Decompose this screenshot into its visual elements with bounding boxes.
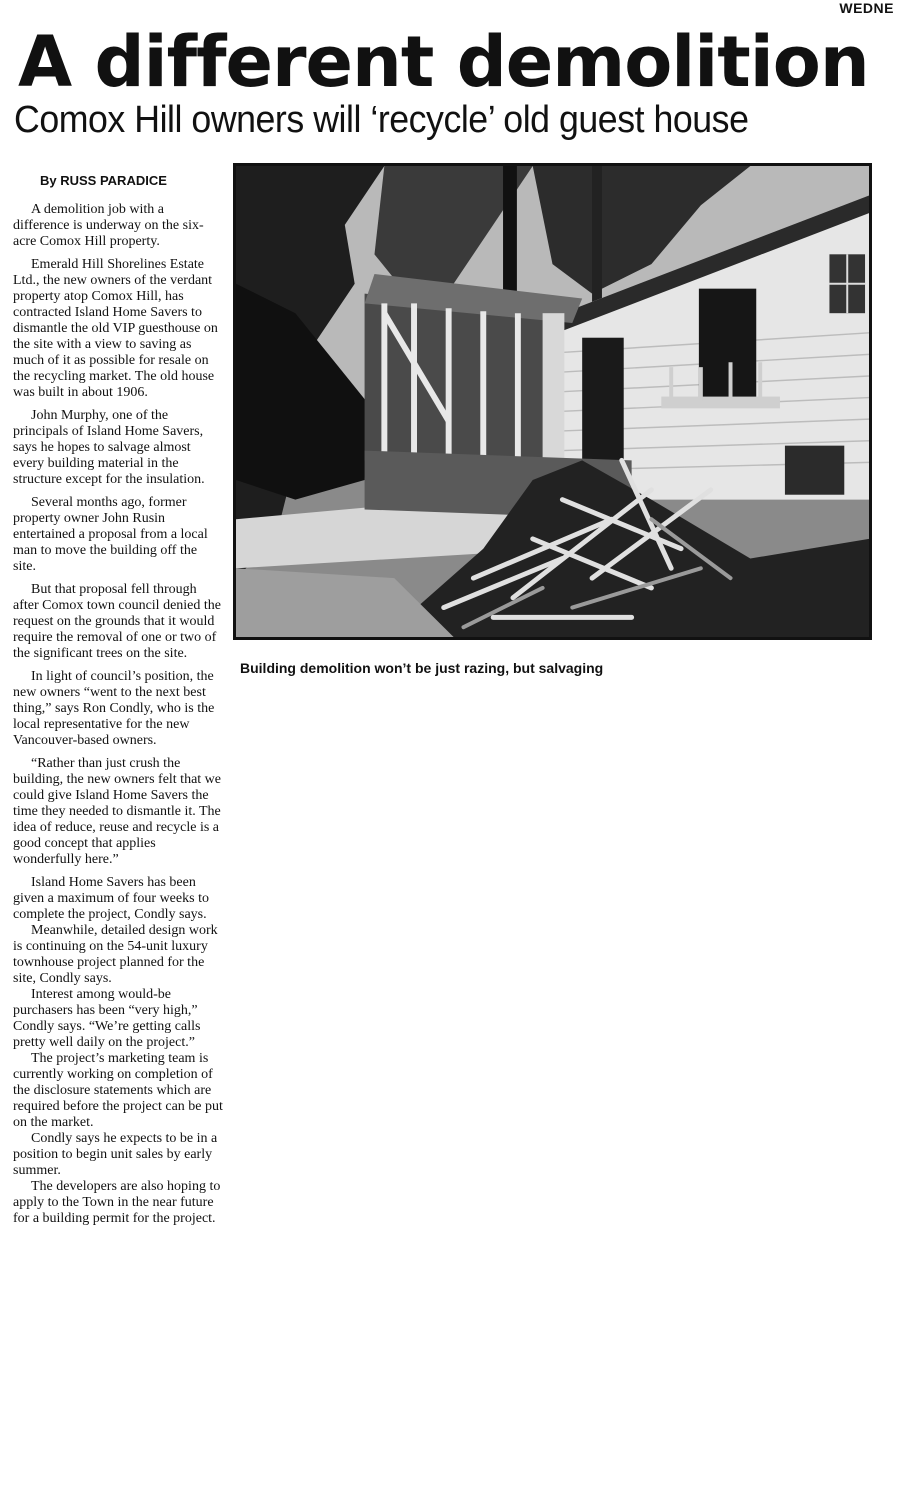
house-demolition-illustration [236, 166, 869, 637]
paragraph: John Murphy, one of the principals of Island Home Savers, says he hopes to salvage almost every building material in the structure except for the insulation. [13, 408, 205, 487]
demolition-photo [233, 163, 872, 640]
paragraph: A demolition job with a difference is underway on the six-acre Comox Hill property. [13, 202, 204, 249]
paragraph: Emerald Hill Shorelines Estate Ltd., the new owners of the verdant property atop Comox Hill, has contracted Island Home Savers to dismantle the old VIP guesthouse on the site with a view to saving as much of it as possible for resale on the recycling market. The old house was built in about 1906. [13, 257, 218, 400]
paragraph: Island Home Savers has been given a maximum of four weeks to complete the project, Condly says. [13, 875, 209, 922]
paragraph: In light of council’s position, the new owners “went to the next best thing,” says Ron Condly, who is the local representative for the new Vancouver-based owners. [13, 669, 215, 748]
headline: A different demolition [18, 21, 869, 103]
photo-caption: Building demolition won’t be just razing, but salvaging [240, 660, 604, 676]
paragraph: But that proposal fell through after Comox town council denied the request on the grounds that it would require the removal of one or two of the significant trees on the site. [13, 582, 221, 661]
subhead: Comox Hill owners will ‘recycle’ old guest house [14, 99, 749, 141]
paragraph: Interest among would-be purchasers has been “very high,” Condly says. “We’re getting calls pretty well daily on the project.” [13, 987, 201, 1050]
byline: By RUSS PARADICE [40, 173, 167, 188]
article-body [13, 202, 223, 1227]
paragraph: “Rather than just crush the building, the new owners felt that we could give Island Home Savers the time they needed to dismantle it. The idea of reduce, reuse and recycle is a good concept that applies wonderfully here.” [13, 756, 222, 867]
paragraph: The developers are also hoping to apply to the Town in the near future for a building permit for the project. [13, 1179, 221, 1226]
page-corner-label: WEDNE [839, 0, 894, 16]
paragraph: Condly says he expects to be in a position to begin unit sales by early summer. [13, 1131, 218, 1178]
paragraph: Meanwhile, detailed design work is continuing on the 54-unit luxury townhouse project planned for the site, Condly says. [13, 923, 218, 986]
paragraph: The project’s marketing team is currently working on completion of the disclosure statements which are required before the project can be put on the market. [13, 1051, 223, 1130]
paragraph: Several months ago, former property owner John Rusin entertained a proposal from a local man to move the building off the site. [13, 495, 208, 574]
